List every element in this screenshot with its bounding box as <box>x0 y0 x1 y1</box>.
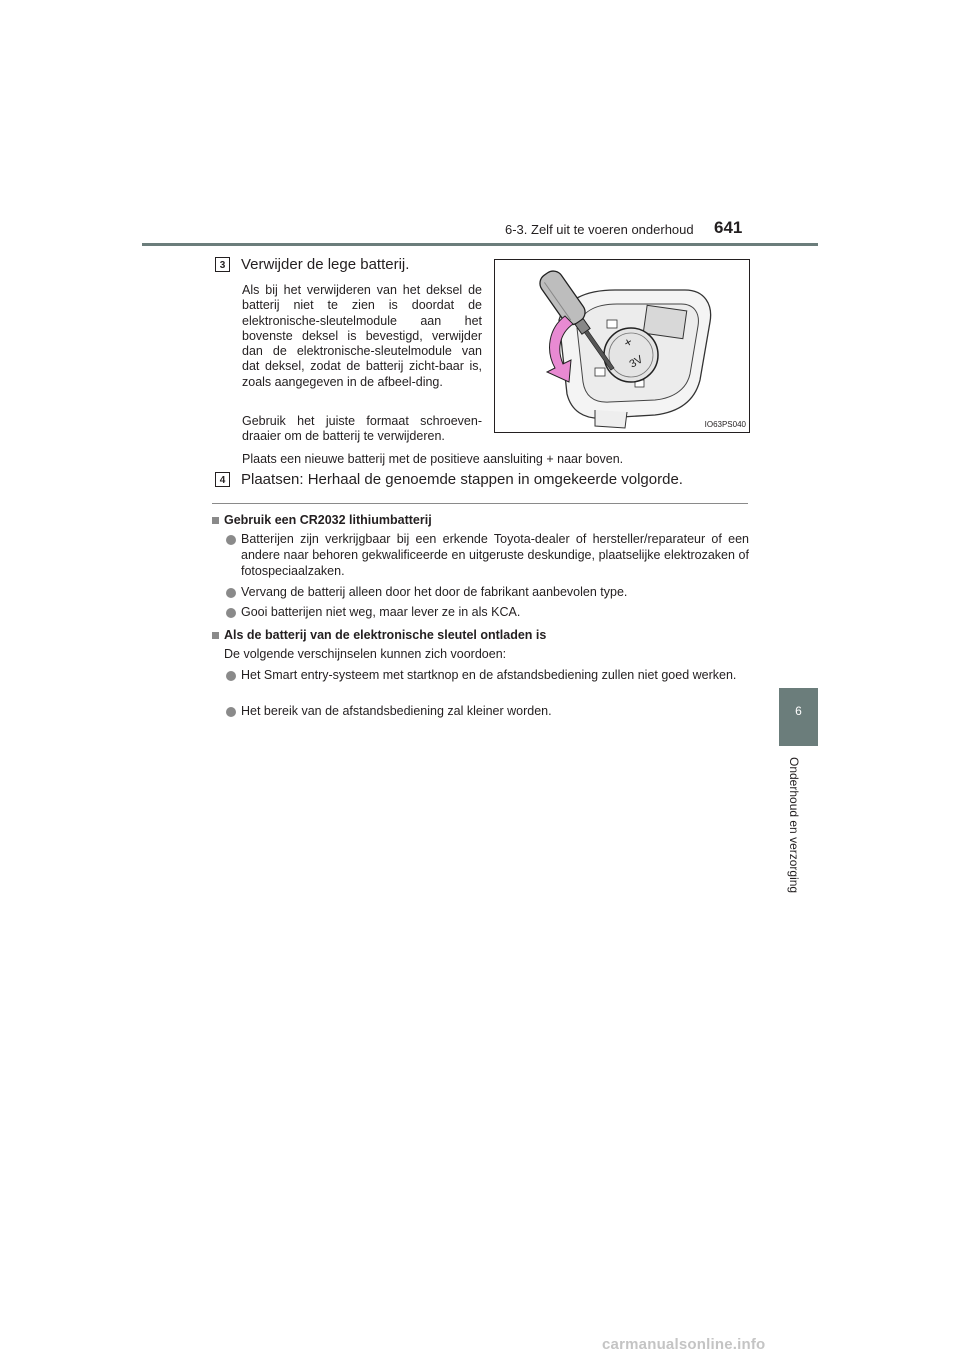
bullet-text: Het Smart entry-systeem met startknop en de afstandsbediening zullen niet goed werken. <box>241 668 737 682</box>
step-paragraph: Gebruik het juiste formaat schroeven-draaier om de batterij te verwijderen. <box>242 414 482 444</box>
bullet-text: Vervang de batterij alleen door het door de fabrikant aanbevolen type. <box>241 585 628 599</box>
figure-code: IO63PS040 <box>704 420 746 429</box>
heading-square-icon <box>212 517 219 524</box>
step-number: 4 <box>215 472 230 487</box>
step-title: Verwijder de lege batterij. <box>241 256 410 273</box>
chapter-number: 6 <box>795 704 802 718</box>
bullet-dot-icon <box>226 671 236 681</box>
info-heading: Gebruik een CR2032 lithiumbatterij <box>224 513 432 527</box>
section-divider <box>212 503 748 504</box>
key-battery-illustration <box>495 260 749 432</box>
bullet-dot-icon <box>226 707 236 717</box>
battery-label: 3V <box>627 353 646 371</box>
battery-plus-sign: + <box>621 333 636 351</box>
watermark: carmanualsonline.info <box>602 1336 766 1353</box>
battery-removal-figure <box>494 259 750 433</box>
info-intro: De volgende verschijnselen kunnen zich voordoen: <box>224 647 507 661</box>
step-title: Plaatsen: Herhaal de genoemde stappen in omgekeerde volgorde. <box>241 471 683 488</box>
step-paragraph: Als bij het verwijderen van het deksel de batterij niet te zien is doordat de elektronische-sleutelmodule aan het bovenste deksel is bevestigd, verwijder dan de elektronische-sleutelmodule van dat deksel, zodat de batterij zicht-baar is, zoals aangegeven in de afbeel-ding. <box>242 283 482 389</box>
heading-square-icon <box>212 632 219 639</box>
step-paragraph: Plaats een nieuwe batterij met de positieve aansluiting + naar boven. <box>242 452 624 466</box>
chapter-label: Onderhoud en verzorging <box>787 757 801 894</box>
bullet-dot-icon <box>226 535 236 545</box>
info-heading: Als de batterij van de elektronische sleutel ontladen is <box>224 628 547 642</box>
page-number: 641 <box>714 218 743 237</box>
bullet-text: Het bereik van de afstandsbediening zal kleiner worden. <box>241 704 552 718</box>
bullet-text: Gooi batterijen niet weg, maar lever ze in als KCA. <box>241 605 521 619</box>
bullet-dot-icon <box>226 588 236 598</box>
section-title: 6-3. Zelf uit te voeren onderhoud <box>505 222 694 237</box>
bullet-dot-icon <box>226 608 236 618</box>
step-number: 3 <box>215 257 230 272</box>
header-rule <box>142 243 818 246</box>
bullet-text: Batterijen zijn verkrijgbaar bij een erkende Toyota-dealer of hersteller/reparateur of een andere naar behoren gekwalificeerde en uitgeruste deskundige, plaatselijke elektrozaken of fotospeciaalzaken. <box>241 532 749 578</box>
